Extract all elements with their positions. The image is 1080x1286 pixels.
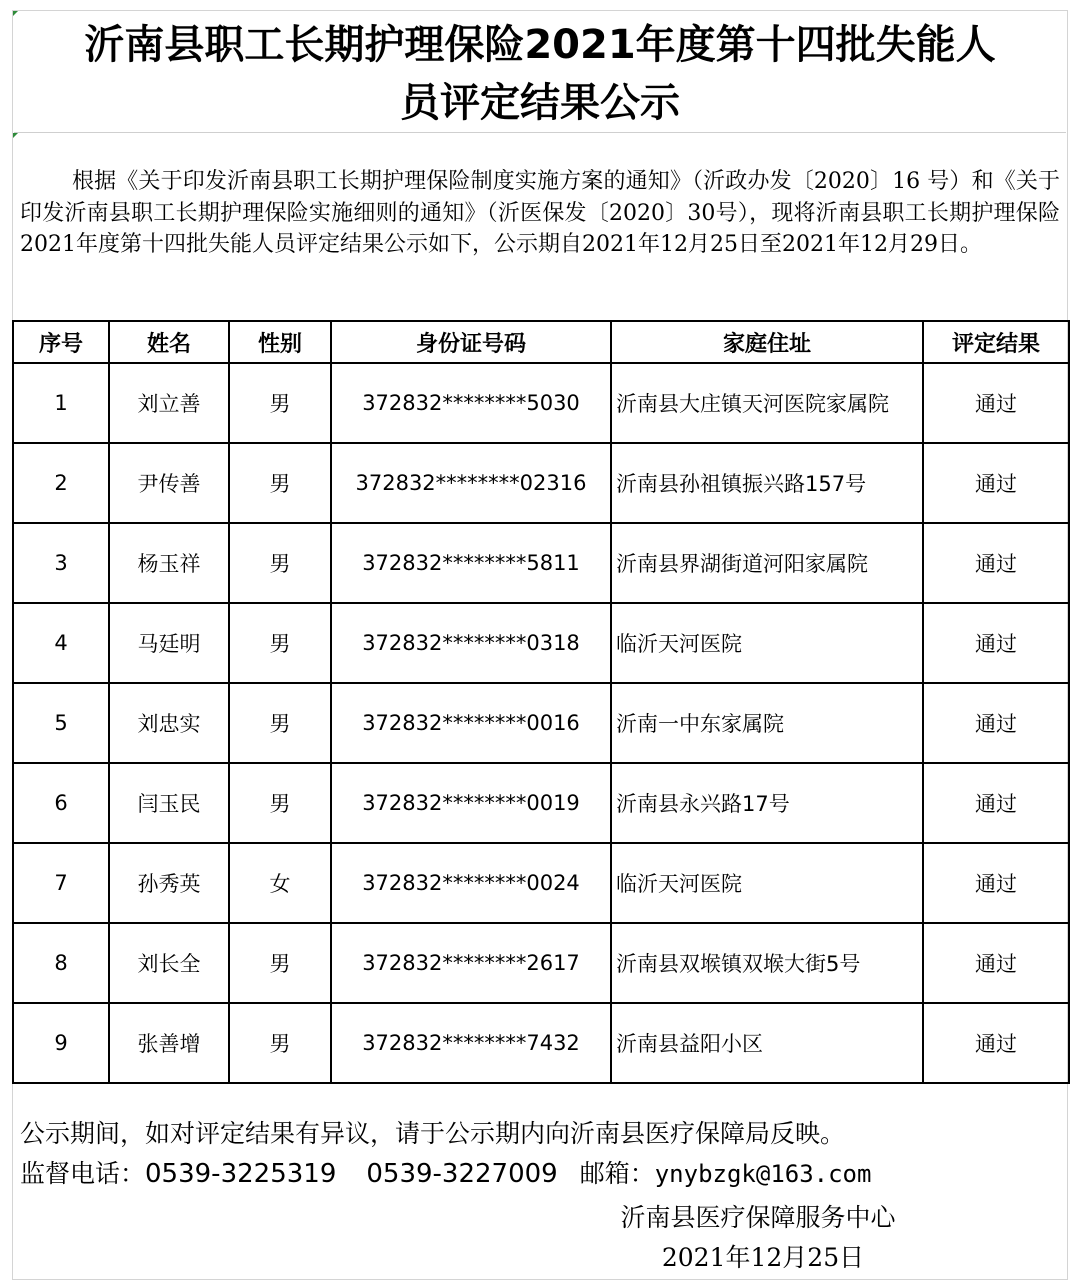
objection-notice: 公示期间，如对评定结果有异议，请于公示期内向沂南县医疗保障局反映。: [20, 1119, 846, 1148]
email-label: 邮箱：: [579, 1159, 655, 1188]
cell-address: 沂南县孙祖镇振兴路157号: [611, 443, 923, 523]
header-name: 姓名: [109, 321, 229, 363]
cell-gender: 男: [229, 1003, 331, 1083]
cell-name: 马廷明: [109, 603, 229, 683]
cell-gender: 女: [229, 843, 331, 923]
cell-result: 通过: [923, 443, 1069, 523]
cell-address: 沂南县界湖街道河阳家属院: [611, 523, 923, 603]
cell-name: 刘立善: [109, 363, 229, 443]
cell-gender: 男: [229, 923, 331, 1003]
cell-address: 沂南县大庄镇天河医院家属院: [611, 363, 923, 443]
table-row: [13, 843, 1069, 923]
cell-gender: 男: [229, 523, 331, 603]
cell-result: 通过: [923, 363, 1069, 443]
cell-serial: 6: [13, 763, 109, 843]
cell-gender: 男: [229, 603, 331, 683]
cell-name: 尹传善: [109, 443, 229, 523]
cell-name: 刘长全: [109, 923, 229, 1003]
header-result: 评定结果: [923, 321, 1069, 363]
header-gender: 性别: [229, 321, 331, 363]
cell-name: 刘忠实: [109, 683, 229, 763]
cell-serial: 1: [13, 363, 109, 443]
cell-result: 通过: [923, 763, 1069, 843]
table-row: [13, 923, 1069, 1003]
cell-result: 通过: [923, 523, 1069, 603]
cell-name: 张善增: [109, 1003, 229, 1083]
cell-id-number: 372832********5030: [331, 363, 611, 443]
cell-serial: 3: [13, 523, 109, 603]
table-row: [13, 603, 1069, 683]
cell-result: 通过: [923, 923, 1069, 1003]
cell-result: 通过: [923, 683, 1069, 763]
cell-name: 孙秀英: [109, 843, 229, 923]
cell-id-number: 372832********5811: [331, 523, 611, 603]
title-line-1: 沂南县职工长期护理保险2021年度第十四批失能人: [84, 22, 996, 68]
cell-result: 通过: [923, 1003, 1069, 1083]
header-address: 家庭住址: [611, 321, 923, 363]
cell-address: 沂南县永兴路17号: [611, 763, 923, 843]
cell-address: 临沂天河医院: [611, 843, 923, 923]
cell-address: 沂南县双堠镇双堠大街5号: [611, 923, 923, 1003]
cell-serial: 9: [13, 1003, 109, 1083]
table-row: [13, 1003, 1069, 1083]
notice-title: [14, 16, 1066, 132]
cell-serial: 5: [13, 683, 109, 763]
table-row: [13, 683, 1069, 763]
title-divider: [14, 132, 1066, 133]
cell-gender: 男: [229, 363, 331, 443]
table-body: [13, 363, 1069, 1083]
cell-id-number: 372832********0016: [331, 683, 611, 763]
cell-name: 杨玉祥: [109, 523, 229, 603]
contact-line: [20, 1154, 871, 1190]
cell-id-number: 372832********7432: [331, 1003, 611, 1083]
header-serial: 序号: [13, 321, 109, 363]
table-header-row: [13, 321, 1069, 363]
email-address: ynybzgk@163.com: [654, 1160, 872, 1188]
cell-id-number: 372832********02316: [331, 443, 611, 523]
phone-number-1: 0539-3225319: [145, 1159, 337, 1189]
cell-id-number: 372832********0024: [331, 843, 611, 923]
table-row: [13, 763, 1069, 843]
cell-serial: 2: [13, 443, 109, 523]
cell-address: 沂南一中东家属院: [611, 683, 923, 763]
cell-gender: 男: [229, 443, 331, 523]
cell-gender: 男: [229, 763, 331, 843]
table-row: [13, 443, 1069, 523]
cell-address: 沂南县益阳小区: [611, 1003, 923, 1083]
intro-paragraph: 根据《关于印发沂南县职工长期护理保险制度实施方案的通知》（沂政办发〔2020〕16 号）和《关于印发沂南县职工长期护理保险实施细则的通知》（沂医保发〔2020〕30号），现将沂南县职工长期护理保险2021年度第十四批失能人员评定结果公示如下，公示期自2021年12月25日至2021年12月29日。: [20, 169, 1060, 257]
cell-id-number: 372832********0318: [331, 603, 611, 683]
phone-label: 监督电话：: [20, 1159, 146, 1188]
cell-marker-icon: [13, 133, 18, 138]
title-line-2: 员评定结果公示: [400, 80, 680, 126]
issuer-name: 沂南县医疗保障服务中心: [620, 1203, 896, 1232]
cell-result: 通过: [923, 603, 1069, 683]
issue-date: 2021年12月25日: [661, 1243, 865, 1272]
cell-result: 通过: [923, 843, 1069, 923]
cell-id-number: 372832********0019: [331, 763, 611, 843]
phone-number-2: 0539-3227009: [366, 1159, 558, 1189]
table-row: [13, 363, 1069, 443]
cell-serial: 7: [13, 843, 109, 923]
cell-name: 闫玉民: [109, 763, 229, 843]
cell-address: 临沂天河医院: [611, 603, 923, 683]
cell-gender: 男: [229, 683, 331, 763]
assessment-table: [12, 320, 1070, 1084]
cell-id-number: 372832********2617: [331, 923, 611, 1003]
cell-serial: 4: [13, 603, 109, 683]
table-row: [13, 523, 1069, 603]
header-id-number: 身份证号码: [331, 321, 611, 363]
cell-serial: 8: [13, 923, 109, 1003]
